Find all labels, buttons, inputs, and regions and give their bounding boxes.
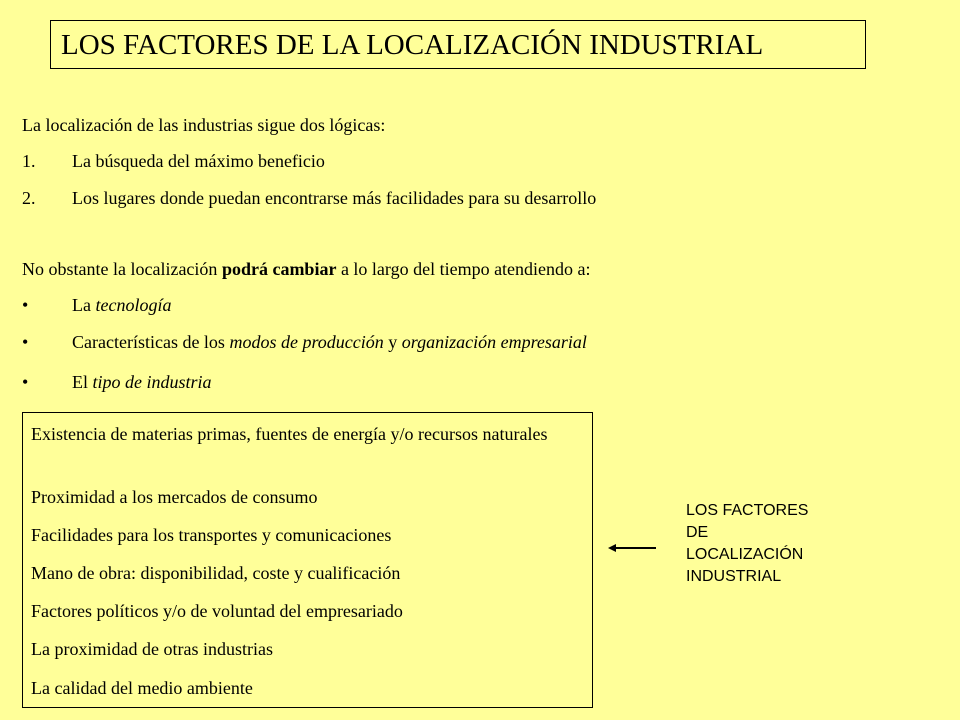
- change-item-2-a: Características de los: [72, 332, 230, 352]
- side-label-line-1: LOS FACTORES: [686, 502, 809, 519]
- factor-item: Proximidad a los mercados de consumo: [31, 487, 318, 507]
- change-item-3-b: tipo de industria: [92, 372, 212, 392]
- factor-item: Existencia de materias primas, fuentes de energía y/o recursos naturales: [31, 424, 548, 444]
- change-item-3-text: [72, 371, 212, 393]
- change-intro-bold: podrá cambiar: [221, 259, 337, 279]
- side-label-line-4: INDUSTRIAL: [686, 568, 782, 585]
- bullet-icon: •: [22, 332, 29, 352]
- side-label-line-2: DE: [686, 524, 709, 541]
- change-item-2-c: y: [383, 332, 402, 352]
- factor-item: Facilidades para los transportes y comunicaciones: [31, 525, 392, 545]
- change-item-1-a: La: [72, 295, 96, 315]
- page-title-text: LOS FACTORES DE LA LOCALIZACIÓN INDUSTRIAL: [61, 29, 764, 61]
- factor-item: Mano de obra: disponibilidad, coste y cualificación: [31, 563, 401, 583]
- intro-item-2-text: Los lugares donde puedan encontrarse más facilidades para su desarrollo: [72, 188, 597, 208]
- change-item-2-text: [72, 331, 587, 353]
- change-item-1-b: tecnología: [95, 295, 172, 315]
- bullet-icon: •: [22, 295, 29, 315]
- change-intro-before: No obstante la localización: [22, 259, 222, 279]
- change-intro: [22, 258, 591, 280]
- intro-item-2-number: 2.: [22, 188, 36, 208]
- side-label-line-3: LOCALIZACIÓN: [686, 546, 804, 563]
- change-item-1-text: [72, 294, 171, 316]
- intro-text: La localización de las industrias sigue dos lógicas:: [22, 115, 386, 135]
- intro-item-1-number: 1.: [22, 151, 36, 171]
- change-item-2-b: modos de producción: [229, 332, 384, 352]
- page-title: [50, 20, 866, 69]
- factors-box: [22, 412, 593, 708]
- factor-item: Factores políticos y/o de voluntad del empresariado: [31, 601, 403, 621]
- side-label: [686, 500, 886, 588]
- left-arrow-icon: [606, 538, 658, 558]
- bullet-icon: •: [22, 372, 29, 392]
- intro-item-1-text: La búsqueda del máximo beneficio: [72, 151, 325, 171]
- change-item-3-a: El: [72, 372, 93, 392]
- change-intro-after: a lo largo del tiempo atendiendo a:: [336, 259, 591, 279]
- change-item-2-d: organización empresarial: [401, 332, 587, 352]
- factor-item: La proximidad de otras industrias: [31, 639, 273, 659]
- factor-item: La calidad del medio ambiente: [31, 678, 253, 698]
